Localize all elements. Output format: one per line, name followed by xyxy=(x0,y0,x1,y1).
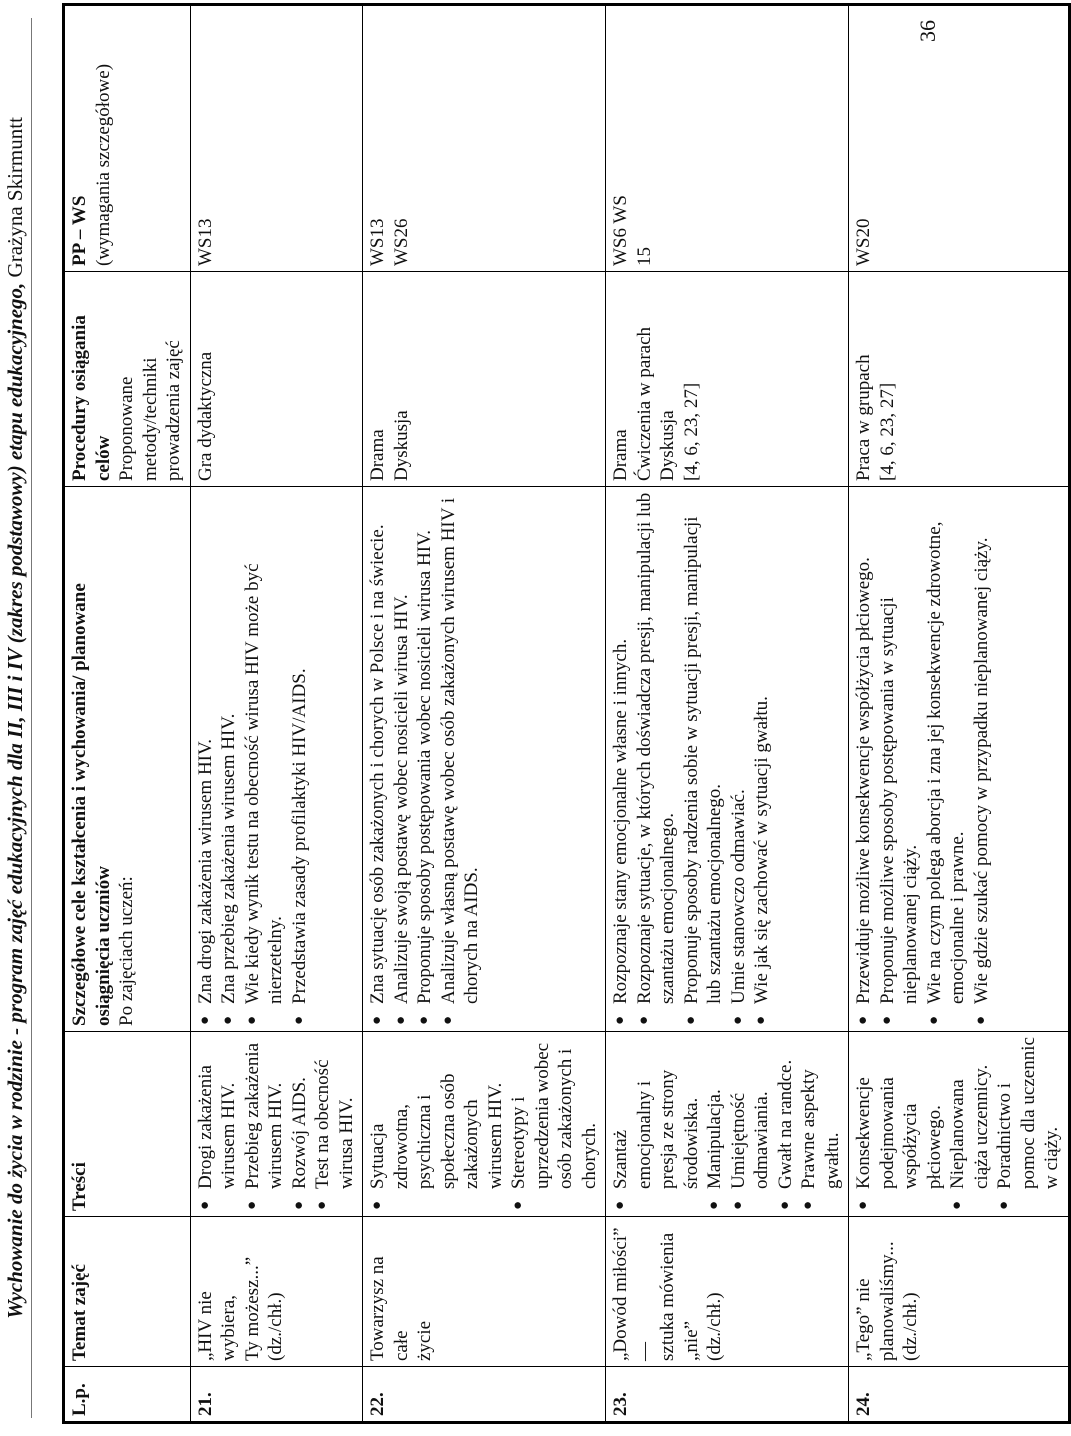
cell-temat-line: „Tego” nie xyxy=(853,1278,874,1361)
table-row xyxy=(190,5,363,1423)
cell-procedury-line: Ćwiczenia w parach xyxy=(633,326,655,481)
table-row xyxy=(606,5,849,1423)
col-header-procedury xyxy=(64,272,191,487)
row-number: 22. xyxy=(363,1367,606,1423)
list-item: ● Konsekwencje podejmowania współżycia płciowego. xyxy=(852,1037,946,1189)
cele-subtitle: Po zajęciach uczeń: xyxy=(116,876,137,1026)
list-item: ● Proponuje sposoby postępowania wobec nosicieli wirusa HIV. xyxy=(413,492,437,1004)
list-item: ● Nieplanowana ciąża uczennicy. xyxy=(946,1037,993,1189)
page-number: 36 xyxy=(915,20,940,42)
list-item: ● Zna drogi zakażenia wirusem HIV. xyxy=(194,492,218,1004)
cell-temat-line: „nie” xyxy=(680,1320,702,1361)
list-item: ● Wie na czym polega aborcja i zna jej konsekwencje zdrowotne, emocjonalne i prawne. xyxy=(923,492,970,1004)
cell-procedury-line: Drama xyxy=(610,429,631,481)
list-item: ● Zna sytuację osób zakażonych i chorych w Polsce i na świecie. xyxy=(366,492,390,1004)
col-header-temat: Temat zajęć xyxy=(64,1217,191,1367)
table-row xyxy=(849,5,1070,1423)
list-item: ● Rozpoznaje stany emocjonalne własne i innych. xyxy=(609,492,633,1004)
cell-pp-line: WS13 xyxy=(367,218,388,266)
list-item: ● Umie stanowczo odmawiać. xyxy=(727,492,751,1004)
cell-tresci xyxy=(190,1032,363,1217)
list-item: ● Test na obecność wirusa HIV. xyxy=(311,1037,358,1189)
cell-pp xyxy=(849,5,1070,272)
list-item: ● Przedstawia zasady profilaktyki HIV/AIDS. xyxy=(288,492,312,1004)
row-number: 23. xyxy=(606,1367,849,1423)
cell-cele xyxy=(606,487,849,1032)
list-item: ● Sytuacja zdrowotna, psychiczna i społeczna osób zakażonych wirusem HIV. xyxy=(366,1037,507,1189)
cell-procedury xyxy=(190,272,363,487)
pp-subtitle: (wymagania szczegółowe) xyxy=(92,63,114,266)
cell-pp xyxy=(363,5,606,272)
cell-tresci-list xyxy=(194,1037,359,1211)
table-body xyxy=(190,5,1069,1423)
cell-procedury-line: Gra dydaktyczna xyxy=(194,351,216,481)
cell-procedury-line: [4, 6, 23, 27] xyxy=(876,382,898,481)
col-header-tresci: Treści xyxy=(64,1032,191,1217)
list-item: ● Przebieg zakażenia wirusem HIV. xyxy=(241,1037,288,1189)
cell-temat xyxy=(363,1217,606,1367)
cell-cele-list xyxy=(852,492,993,1026)
cell-temat xyxy=(190,1217,363,1367)
list-item: ● Proponuje możliwe sposoby postępowania w sytuacji nieplanowanej ciąży. xyxy=(876,492,923,1004)
list-item: ● Drogi zakażenia wirusem HIV. xyxy=(194,1037,241,1189)
list-item: ● Analizuje własną postawę wobec osób zakażonych wirusem HIV i chorych na AIDS. xyxy=(437,492,484,1004)
list-item: ● Zna przebieg zakażenia wirusem HIV. xyxy=(217,492,241,1004)
list-item: ● Stereotypy i uprzedzenia wobec osób zakażonych i chorych. xyxy=(507,1037,601,1189)
cell-procedury-line: Praca w grupach xyxy=(853,354,874,481)
cell-pp-line: 15 xyxy=(633,247,655,266)
list-item: ● Analizuje swoją postawę wobec nosicieli wirusa HIV. xyxy=(390,492,414,1004)
cell-pp xyxy=(606,5,849,272)
procedury-title: Procedury osiągania celów xyxy=(69,315,114,481)
list-item: ● Umiejętność odmawiania. xyxy=(727,1037,774,1189)
col-header-cele xyxy=(64,487,191,1032)
running-header xyxy=(2,0,28,1436)
cell-cele xyxy=(363,487,606,1032)
cell-procedury-line: [4, 6, 23, 27] xyxy=(680,382,702,481)
cell-procedury-line: Dyskusja xyxy=(390,410,412,481)
cell-cele xyxy=(190,487,363,1032)
list-item: ● Wie kiedy wynik testu na obecność wirusa HIV może być nierzetelny. xyxy=(241,492,288,1004)
cell-tresci xyxy=(363,1032,606,1217)
cell-procedury xyxy=(363,272,606,487)
cell-temat-line: (dz./chł.) xyxy=(704,1292,725,1361)
cele-title: Szczegółowe cele kształcenia i wychowania/ planowane osiągnięcia uczniów xyxy=(69,583,114,1026)
cell-tresci-list xyxy=(366,1037,601,1211)
cell-procedury-line: Drama xyxy=(367,429,388,481)
cell-temat xyxy=(606,1217,849,1367)
cell-temat-line: planowaliśmy... xyxy=(876,1241,898,1361)
col-header-pp xyxy=(64,5,191,272)
cell-cele-list xyxy=(609,492,774,1026)
cell-tresci xyxy=(606,1032,849,1217)
pp-title: PP – WS xyxy=(69,195,90,266)
cell-temat-line: (dz./chł.) xyxy=(900,1292,921,1361)
cell-pp xyxy=(190,5,363,272)
list-item: ● Szantaż emocjonalny i presja ze strony środowiska. xyxy=(609,1037,703,1189)
list-item: ● Proponuje sposoby radzenia sobie w sytuacji presji, manipulacji lub szantażu emocjonalnego. xyxy=(680,492,727,1004)
list-item: ● Wie gdzie szukać pomocy w przypadku nieplanowanej ciąży. xyxy=(970,492,994,1004)
table-row xyxy=(363,5,606,1423)
list-item: ● Prawne aspekty gwałtu. xyxy=(797,1037,844,1189)
cell-pp-line: WS20 xyxy=(853,218,874,266)
procedury-subtitle: Proponowane metody/techniki prowadzenia zajęć xyxy=(116,340,184,481)
cell-procedury-line: Dyskusja xyxy=(657,410,678,481)
list-item: ● Gwałt na randce. xyxy=(774,1037,798,1189)
cell-cele xyxy=(849,487,1070,1032)
cell-tresci-list xyxy=(852,1037,1064,1211)
cell-tresci xyxy=(849,1032,1070,1217)
lesson-plan-table xyxy=(62,3,1071,1424)
list-item: ● Rozpoznaje sytuacje, w których doświadcza presji, manipulacji lub szantażu emocjonalnego. xyxy=(633,492,680,1004)
list-item: ● Manipulacja. xyxy=(703,1037,727,1189)
header-rule xyxy=(31,18,32,1418)
header-title: Wychowanie do życia w rodzinie - program zajęć edukacyjnych dla II, III i IV (zakres podstawowy) etapu edukacyjnego, xyxy=(3,282,27,1319)
list-item: ● Wie jak się zachować w sytuacji gwałtu. xyxy=(750,492,774,1004)
cell-pp-line: WS13 xyxy=(194,218,216,266)
cell-procedury xyxy=(849,272,1070,487)
cell-tresci-list xyxy=(609,1037,844,1211)
cell-temat-line: sztuka mówienia xyxy=(657,1232,678,1361)
cell-pp-line: WS6 WS xyxy=(610,195,631,266)
col-header-lp: L.p. xyxy=(64,1367,191,1423)
cell-temat-line: Ty możesz...” xyxy=(241,1256,263,1361)
row-number: 24. xyxy=(849,1367,1070,1423)
cell-temat-line: życie xyxy=(414,1320,435,1361)
list-item: ● Poradnictwo i pomoc dla uczennic w ciąży. xyxy=(993,1037,1064,1189)
cell-temat-line: Towarzysz na całe xyxy=(367,1256,412,1361)
header-author: Grażyna Skirmuntt xyxy=(3,117,27,278)
cell-temat-line: (dz./chł.) xyxy=(265,1292,286,1361)
cell-temat xyxy=(849,1217,1070,1367)
cell-procedury xyxy=(606,272,849,487)
cell-temat-line: „Dowód miłości” — xyxy=(610,1227,655,1361)
table-header-row xyxy=(64,5,191,1423)
cell-cele-list xyxy=(366,492,484,1026)
row-number: 21. xyxy=(190,1367,363,1423)
list-item: ● Przewiduje możliwe konsekwencje współżycia płciowego. xyxy=(852,492,876,1004)
cell-pp-line: WS26 xyxy=(390,218,412,266)
cell-cele-list xyxy=(194,492,312,1026)
cell-temat-line: „HIV nie wybiera, xyxy=(194,1291,239,1361)
list-item: ● Rozwój AIDS. xyxy=(288,1037,312,1189)
